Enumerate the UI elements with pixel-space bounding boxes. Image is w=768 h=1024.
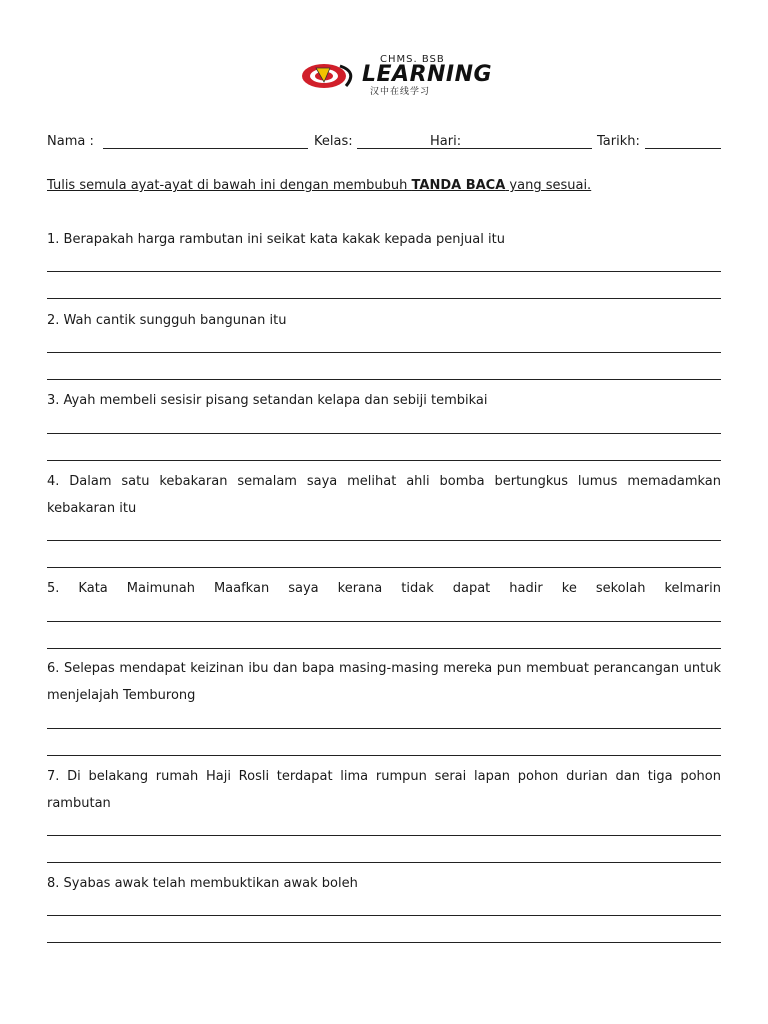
nama-blank — [103, 148, 308, 149]
logo-emblem-icon — [300, 58, 362, 94]
answer-line — [47, 648, 721, 649]
answer-line — [47, 379, 721, 380]
answer-line — [47, 942, 721, 943]
learning-logo — [300, 54, 493, 97]
answer-line — [47, 728, 721, 729]
question-6: 6. Selepas mendapat keizinan ibu dan bapa masing-masing mereka pun membuat perancangan untuk menjelajah Temburong — [47, 661, 721, 703]
answer-line — [47, 298, 721, 299]
answer-line — [47, 835, 721, 836]
instruction-bold: TANDA BACA — [411, 178, 506, 193]
question-5: 5. Kata Maimunah Maafkan saya kerana tidak dapat hadir ke sekolah kelmarin — [47, 581, 721, 596]
question-4: 4. Dalam satu kebakaran semalam saya melihat ahli bomba bertungkus lumus memadamkan kebakaran itu — [47, 474, 721, 516]
answer-line — [47, 540, 721, 541]
question-2: 2. Wah cantik sungguh bangunan itu — [47, 313, 287, 328]
answer-line — [47, 271, 721, 272]
question-7: 7. Di belakang rumah Haji Rosli terdapat lima rumpun serai lapan pohon durian dan tiga pohon rambutan — [47, 769, 721, 811]
logo-chinese-text: 汉中在线学习 — [370, 87, 431, 97]
answer-line — [47, 352, 721, 353]
instruction-text — [47, 178, 591, 193]
answer-line — [47, 915, 721, 916]
logo-wordmark: LEARNING — [362, 62, 493, 87]
answer-line — [47, 433, 721, 434]
nama-label: Nama : — [47, 134, 94, 149]
instruction-before: Tulis semula ayat-ayat di bawah ini dengan membubuh — [47, 178, 412, 193]
answer-line — [47, 755, 721, 756]
answer-line — [47, 460, 721, 461]
logo-top-text: CHMS. BSB — [380, 54, 445, 65]
answer-line — [47, 862, 721, 863]
hari-blank — [464, 148, 592, 149]
question-8: 8. Syabas awak telah membuktikan awak boleh — [47, 876, 358, 891]
hari-label: Hari: — [430, 134, 462, 149]
kelas-label: Kelas: — [314, 134, 353, 149]
instruction-after: yang sesuai. — [505, 178, 592, 193]
answer-line — [47, 567, 721, 568]
answer-line — [47, 621, 721, 622]
question-1: 1. Berapakah harga rambutan ini seikat kata kakak kepada penjual itu — [47, 232, 505, 247]
question-3: 3. Ayah membeli sesisir pisang setandan kelapa dan sebiji tembikai — [47, 393, 488, 408]
tarikh-blank — [645, 148, 721, 149]
tarikh-label: Tarikh: — [597, 134, 640, 149]
student-info-header — [47, 134, 721, 152]
